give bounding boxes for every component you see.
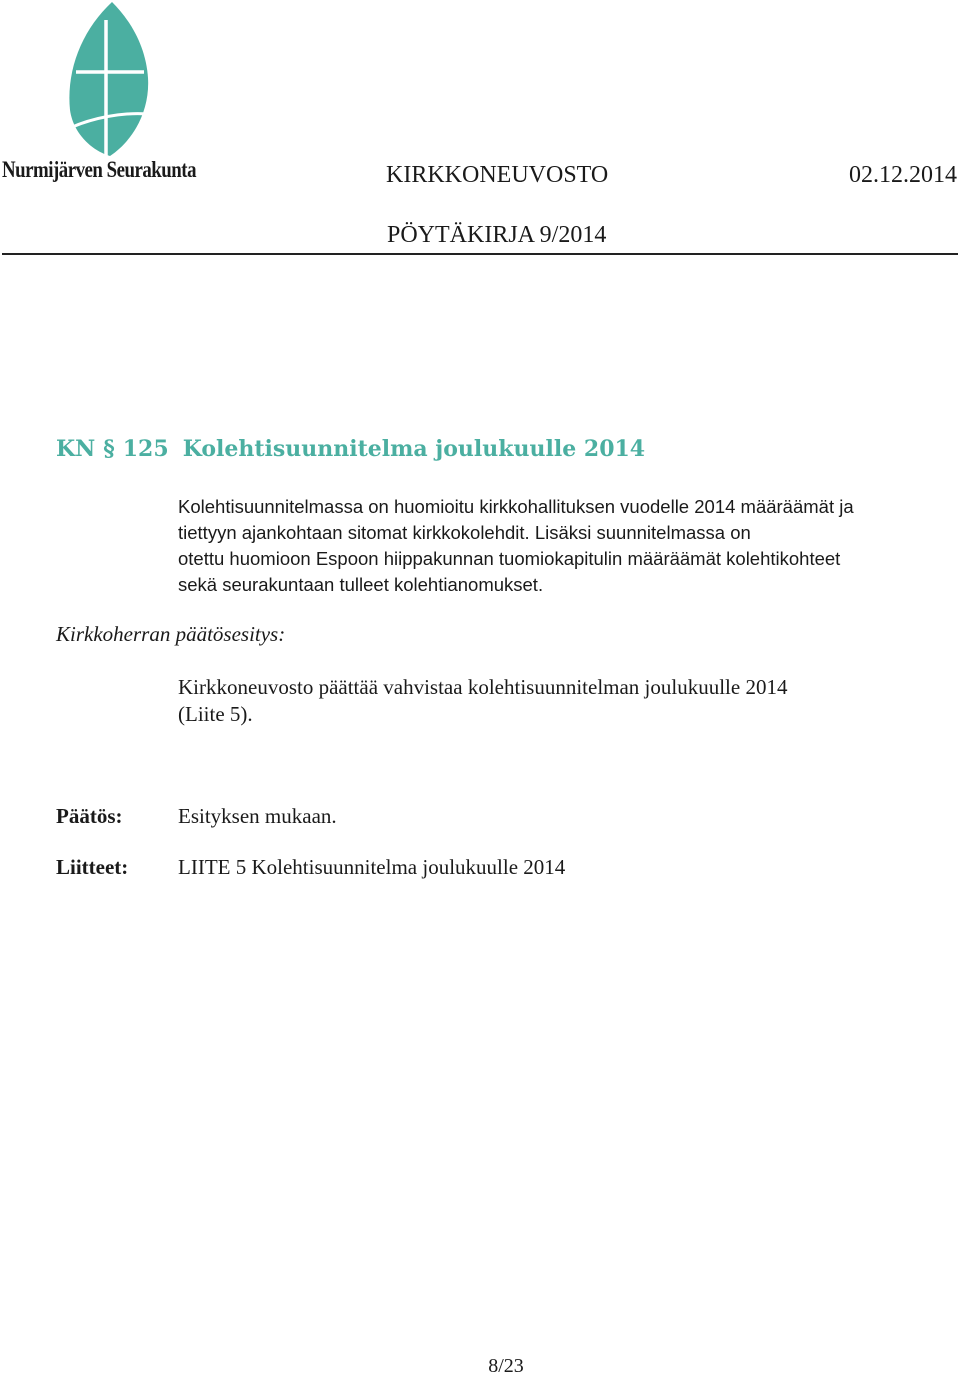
intro-line: tiettyyn ajankohtaan sitomat kirkkokolehdit. Lisäksi suunnitelmassa on bbox=[178, 522, 751, 543]
section-heading bbox=[56, 436, 645, 462]
attachments-label: Liitteet: bbox=[56, 855, 129, 879]
page-number: 8/23 bbox=[488, 1355, 524, 1377]
header-date: 02.12.2014 bbox=[849, 162, 957, 188]
organization-name: Nurmijärven Seurakunta bbox=[2, 157, 197, 182]
proposal-line: (Liite 5). bbox=[178, 702, 253, 726]
decision-label: Päätös: bbox=[56, 804, 123, 828]
section-title: Kolehtisuunnitelma joulukuulle 2014 bbox=[182, 436, 646, 462]
intro-paragraph bbox=[178, 494, 854, 598]
proposal-label: Kirkkoherran päätösesitys: bbox=[56, 622, 286, 646]
intro-line: Kolehtisuunnitelmassa on huomioitu kirkkohallituksen vuodelle 2014 määräämät ja bbox=[178, 496, 854, 517]
header-organization: KIRKKONEUVOSTO bbox=[386, 162, 609, 188]
decision-value: Esityksen mukaan. bbox=[178, 804, 337, 828]
section-prefix: KN bbox=[56, 436, 96, 462]
leaf-cross-icon bbox=[62, 0, 152, 158]
proposal-paragraph bbox=[178, 674, 787, 728]
organization-logo bbox=[0, 0, 215, 190]
attachments-value: LIITE 5 Kolehtisuunnitelma joulukuulle 2014 bbox=[178, 855, 566, 879]
header-document-title: PÖYTÄKIRJA 9/2014 bbox=[387, 222, 607, 248]
header-divider bbox=[2, 253, 958, 255]
intro-line: otettu huomioon Espoon hiippakunnan tuomiokapitulin määräämät kolehtikohteet bbox=[178, 548, 841, 569]
intro-line: sekä seurakuntaan tulleet kolehtianomukset. bbox=[178, 574, 544, 595]
proposal-line: Kirkkoneuvosto päättää vahvistaa kolehtisuunnitelman joulukuulle 2014 bbox=[178, 675, 788, 699]
section-symbol: § bbox=[103, 436, 115, 462]
section-number: 125 bbox=[122, 436, 169, 462]
